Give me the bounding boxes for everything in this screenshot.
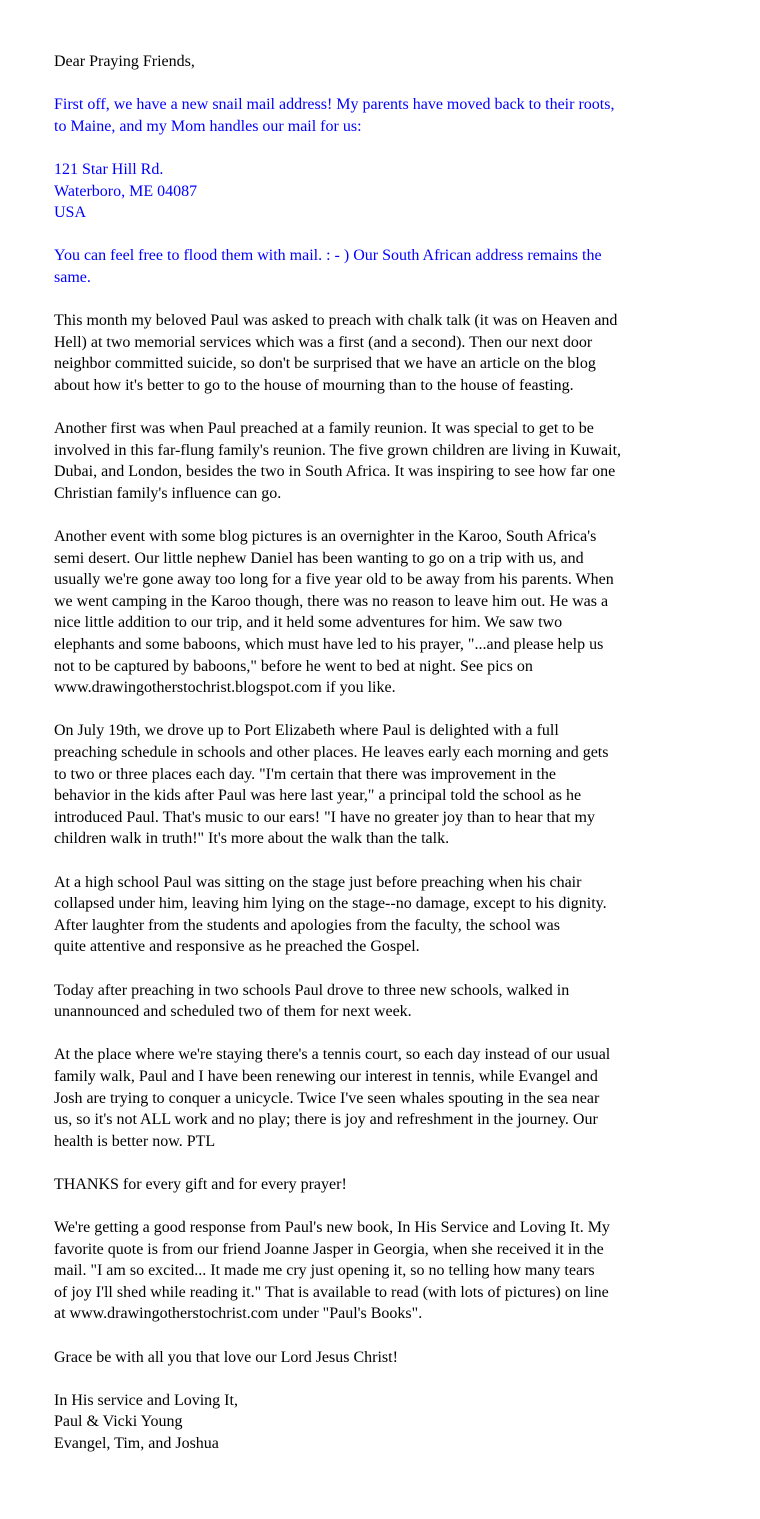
text-line: about how it's better to go to the house of mourning than to the house of feasting. bbox=[54, 376, 574, 394]
tennis-paragraph bbox=[54, 1044, 714, 1152]
text-line: First off, we have a new snail mail address! My parents have moved back to their roots, bbox=[54, 96, 615, 114]
text-line: behavior in the kids after Paul was here last year," a principal told the school as he bbox=[54, 787, 582, 805]
blessing-paragraph bbox=[54, 1347, 714, 1369]
text-line: mail. "I am so excited... It made me cry just opening it, so no telling how many tears bbox=[54, 1262, 595, 1280]
text-line: at www.drawingotherstochrist.com under "Paul's Books". bbox=[54, 1305, 423, 1323]
letter-body bbox=[54, 51, 714, 1476]
text-line: collapsed under him, leaving him lying on the stage--no damage, except to his dignity. bbox=[54, 895, 607, 913]
text-line: At the place where we're staying there's a tennis court, so each day instead of our usual bbox=[54, 1046, 611, 1064]
today-paragraph bbox=[54, 980, 714, 1023]
port-elizabeth-paragraph bbox=[54, 720, 714, 850]
text-line: same. bbox=[54, 268, 91, 286]
text-line: introduced Paul. That's music to our ears! "I have no greater joy than to hear that my bbox=[54, 808, 595, 826]
karoo-paragraph bbox=[54, 526, 714, 699]
text-line: of joy I'll shed while reading it." That is available to read (with lots of pictures) on line bbox=[54, 1283, 609, 1301]
thanks-paragraph bbox=[54, 1174, 714, 1196]
mailing-address bbox=[54, 159, 714, 224]
family-reunion-paragraph bbox=[54, 418, 714, 504]
text-line: involved in this far-flung family's reunion. The five grown children are living in Kuwait, bbox=[54, 441, 622, 459]
text-line: we went camping in the Karoo though, there was no reason to leave him out. He was a bbox=[54, 592, 609, 610]
text-line: us, so it's not ALL work and no play; there is joy and refreshment in the journey. Our bbox=[54, 1111, 598, 1129]
text-line: Christian family's influence can go. bbox=[54, 484, 282, 502]
text-line: Grace be with all you that love our Lord Jesus Christ! bbox=[54, 1348, 398, 1366]
text-line: We're getting a good response from Paul's new book, In His Service and Loving It. My bbox=[54, 1219, 610, 1237]
greeting: Dear Praying Friends, bbox=[54, 53, 195, 70]
text-line: preaching schedule in schools and other places. He leaves early each morning and gets bbox=[54, 744, 609, 761]
address-country: USA bbox=[54, 204, 87, 222]
signature-children: Evangel, Tim, and Joshua bbox=[54, 1435, 219, 1452]
text-line: unannounced and scheduled two of them for next week. bbox=[54, 1003, 412, 1021]
text-line: favorite quote is from our friend Joanne Jasper in Georgia, when she received it in the bbox=[54, 1240, 604, 1258]
text-line: semi desert. Our little nephew Daniel has been wanting to go on a trip with us, and bbox=[54, 549, 584, 567]
signature-names: Paul & Vicki Young bbox=[54, 1413, 183, 1431]
text-line: family walk, Paul and I have been renewing our interest in tennis, while Evangel and bbox=[54, 1067, 598, 1085]
text-line: At a high school Paul was sitting on the stage just before preaching when his chair bbox=[54, 873, 582, 891]
text-line: THANKS for every gift and for every prayer! bbox=[54, 1175, 347, 1193]
text-line: elephants and some baboons, which must have led to his prayer, "...and please help us bbox=[54, 636, 604, 654]
address-street: 121 Star Hill Rd. bbox=[54, 160, 164, 178]
text-line: This month my beloved Paul was asked to preach with chalk talk (it was on Heaven and bbox=[54, 312, 618, 330]
text-line: children walk in truth!" It's more about the walk than the talk. bbox=[54, 830, 450, 848]
signature bbox=[54, 1390, 714, 1455]
text-line: neighbor committed suicide, so don't be surprised that we have an article on the blog bbox=[54, 355, 596, 373]
text-line: www.drawingotherstochrist.blogspot.com if you like. bbox=[54, 679, 396, 697]
chalk-talk-paragraph bbox=[54, 310, 714, 396]
text-line: health is better now. PTL bbox=[54, 1132, 216, 1150]
text-line: to two or three places each day. "I'm certain that there was improvement in the bbox=[54, 765, 556, 783]
high-school-paragraph bbox=[54, 872, 714, 958]
text-line: not to be captured by baboons," before he went to bed at night. See pics on bbox=[54, 657, 533, 675]
text-line: Josh are trying to conquer a unicycle. Twice I've seen whales spouting in the sea near bbox=[54, 1089, 600, 1107]
book-paragraph bbox=[54, 1217, 714, 1325]
text-line: usually we're gone away too long for a five year old to be away from his parents. When bbox=[54, 571, 614, 589]
text-line: Today after preaching in two schools Paul drove to three new schools, walked in bbox=[54, 981, 570, 999]
text-line: quite attentive and responsive as he preached the Gospel. bbox=[54, 938, 420, 956]
text-line: nice little addition to our trip, and it held some adventures for him. We saw two bbox=[54, 614, 563, 632]
address-notice-intro bbox=[54, 94, 714, 137]
address-notice-closing bbox=[54, 245, 714, 288]
body-paragraphs bbox=[54, 310, 714, 1368]
address-city-state-zip: Waterboro, ME 04087 bbox=[54, 182, 198, 200]
text-line: Another event with some blog pictures is an overnighter in the Karoo, South Africa's bbox=[54, 528, 597, 546]
text-line: Another first was when Paul preached at a family reunion. It was special to get to be bbox=[54, 420, 594, 438]
text-line: Hell) at two memorial services which was a first (and a second). Then our next door bbox=[54, 333, 593, 351]
text-line: After laughter from the students and apologies from the faculty, the school was bbox=[54, 916, 560, 934]
text-line: You can feel free to flood them with mail. : - ) Our South African address remains the bbox=[54, 247, 602, 265]
signature-closing: In His service and Loving It, bbox=[54, 1391, 238, 1409]
text-line: Dubai, and London, besides the two in South Africa. It was inspiring to see how far one bbox=[54, 463, 616, 481]
text-line: On July 19th, we drove up to Port Elizabeth where Paul is delighted with a full bbox=[54, 722, 559, 740]
text-line: to Maine, and my Mom handles our mail for us: bbox=[54, 117, 362, 135]
